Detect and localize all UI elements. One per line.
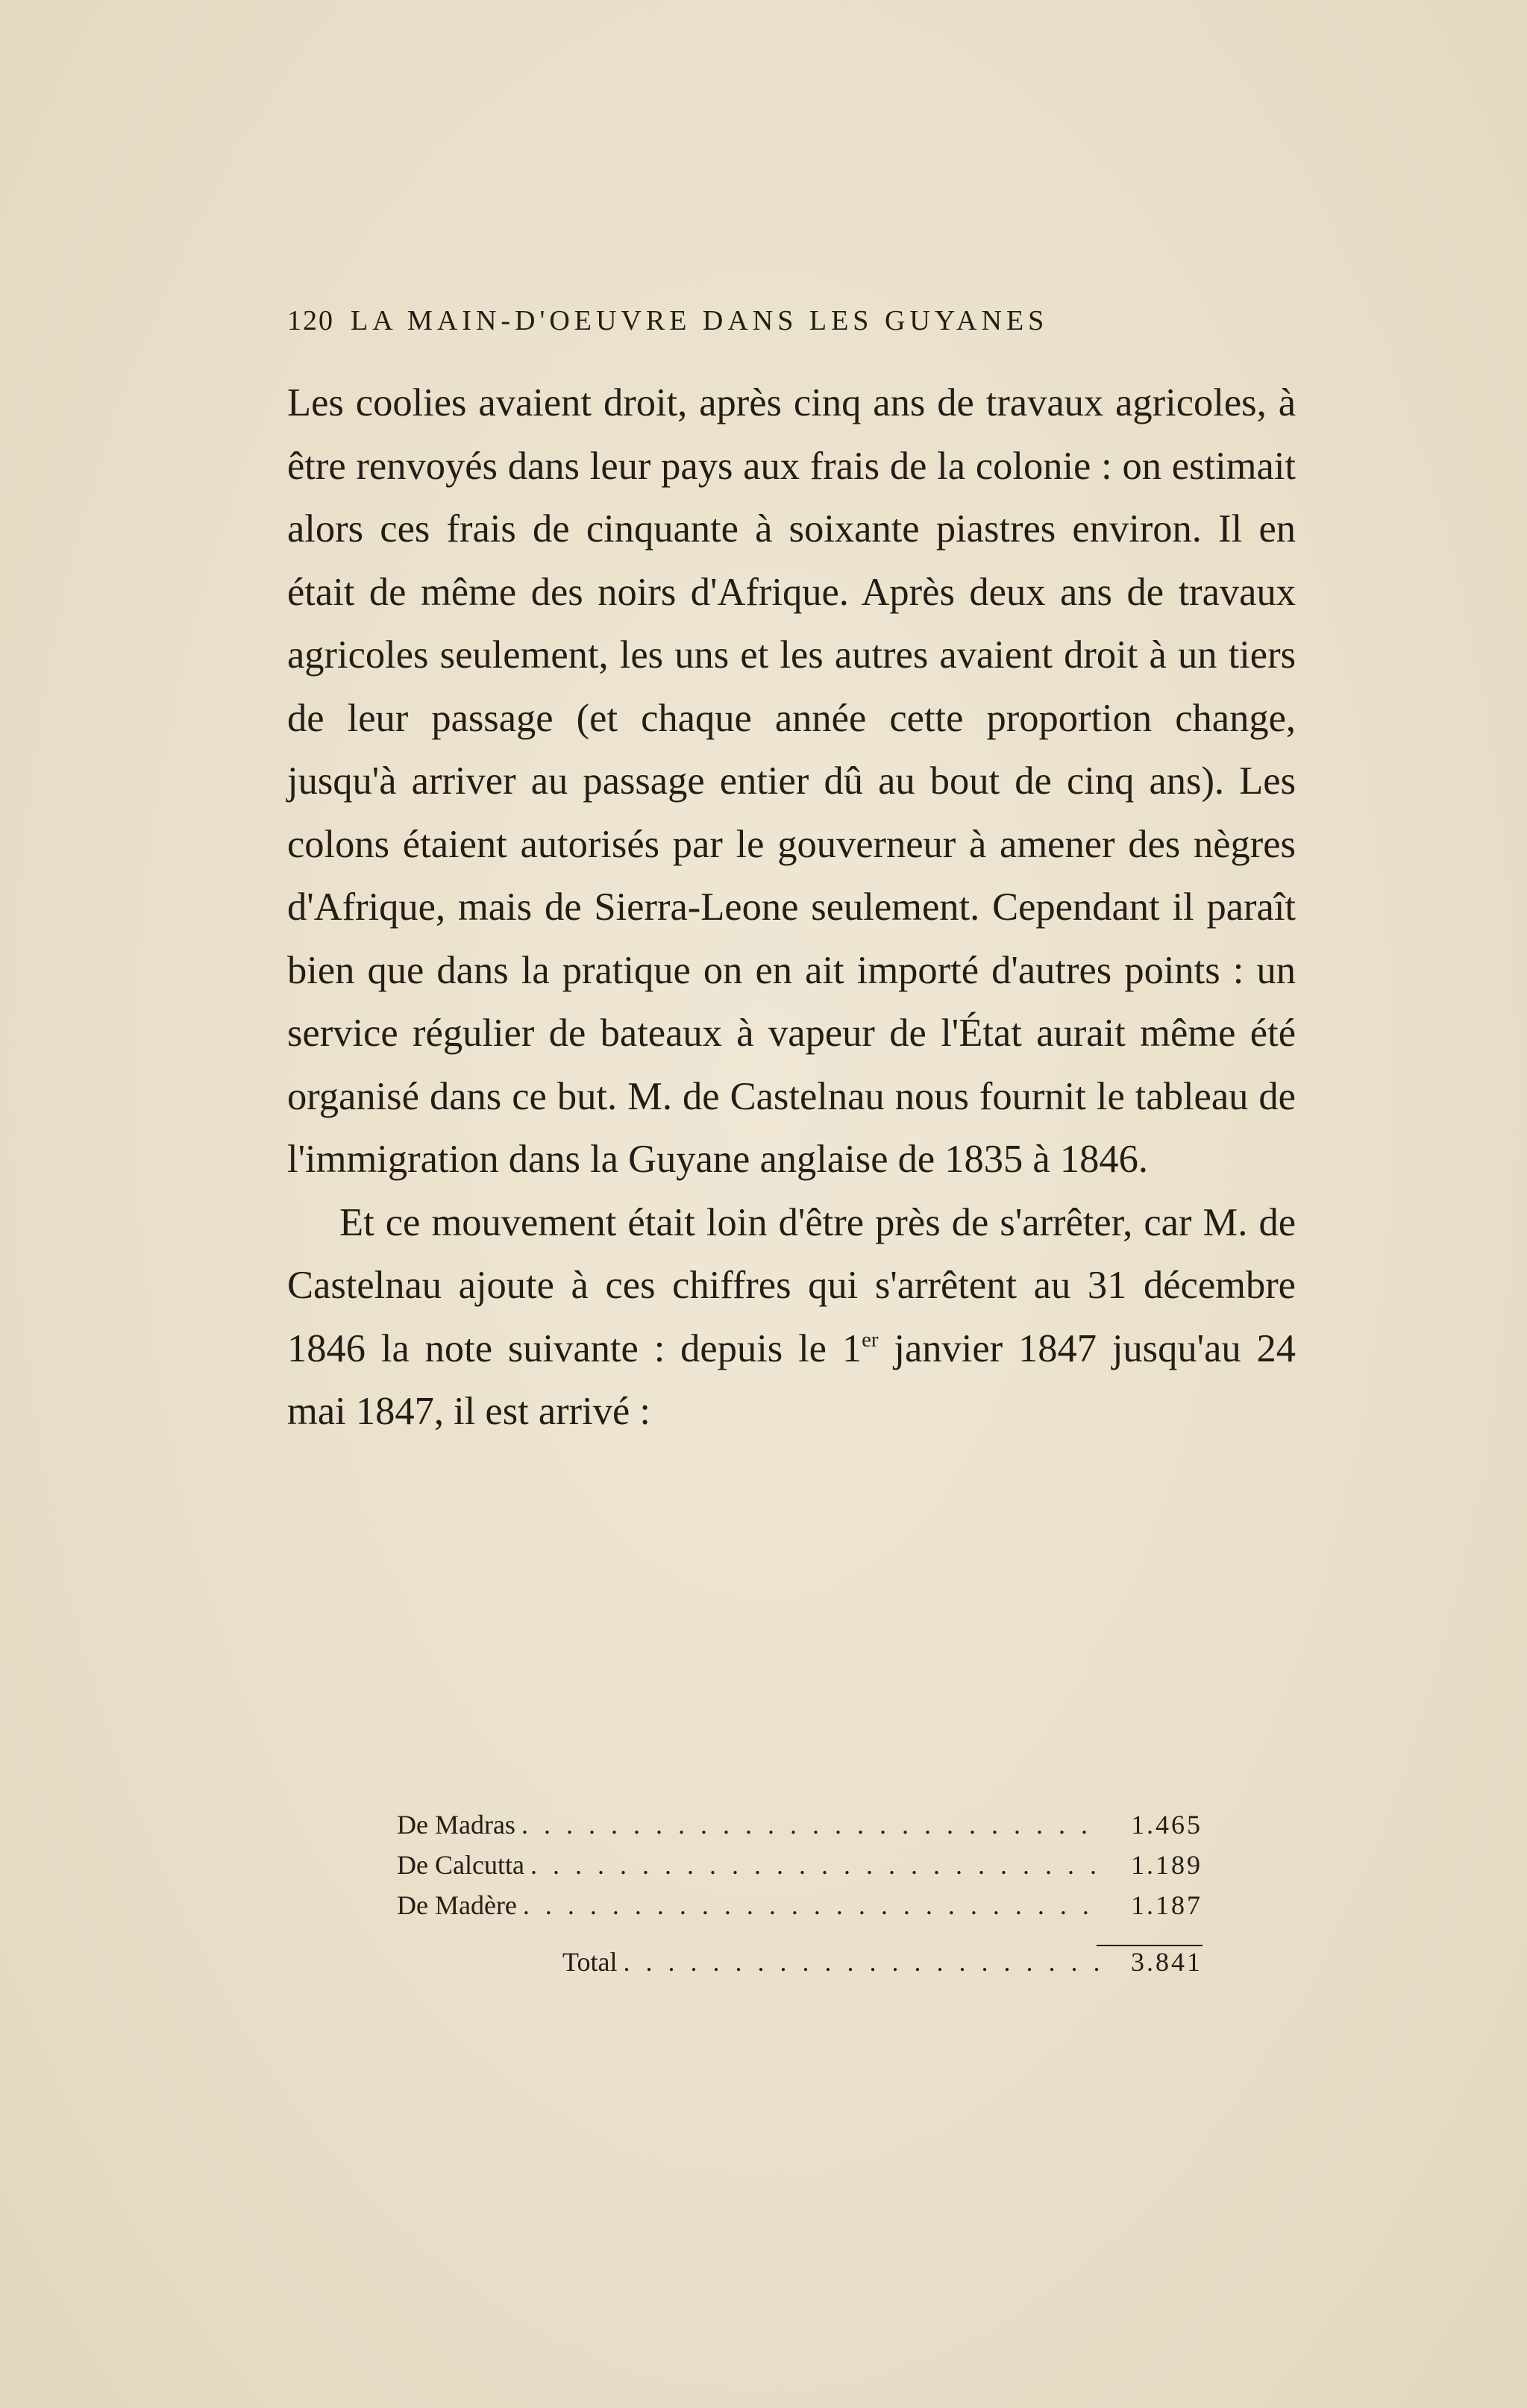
body-text [287,371,1296,1443]
paragraph-2-start: Et ce mouvement était loin d'être près de s'arrêter, car M. de Castelnau ajoute à ces chiffres qui s'arrêtent au 31 décembre 1846 la note suivante : depuis le 1 [287,1200,1296,1370]
paragraph-1: Les coolies avaient droit, après cinq ans de travaux agricoles, à être renvoyés dans leur pays aux frais de la colonie : on estimait alors ces frais de cinquante à soixante piastres environ. Il en était de même des noirs d'Afrique. Après deux ans de travaux agricoles seulement, les uns et les autres avaient droit à un tiers de leur passage (et chaque année cette proportion change, jusqu'à arriver au passage entier dû au bout de cinq ans). Les colons étaient autorisés par le gouverneur à amener des nègres d'Afrique, mais de Sierra-Leone seulement. Cependant il paraît bien que dans la pratique on en ait importé d'autres points : un service régulier de bateaux à vapeur de l'État aurait même été organisé dans ce but. M. de Castelnau nous fournit le tableau de l'immigration dans la Guyane anglaise de 1835 à 1846. [287,381,1296,1181]
table-row [397,1890,1203,1930]
paragraph-2-end: janvier 1847 jusqu'au 24 mai 1847, il est arrivé : [287,1326,1296,1433]
page-number: 120 [287,305,334,336]
arrivals-table [397,1809,1203,1987]
row-label: De Madras [397,1810,515,1840]
dot-leader [523,1890,1100,1921]
total-value: 3.841 [1131,1947,1203,1977]
total-label: Total [562,1947,618,1977]
dot-leader [623,1946,1100,1978]
dot-leader [530,1849,1100,1881]
dot-leader [521,1809,1100,1840]
running-header [287,304,1212,337]
row-value: 1.465 [1131,1810,1203,1840]
running-title: LA MAIN-D'OEUVRE DANS LES GUYANES [351,305,1049,336]
row-label: De Calcutta [397,1850,524,1880]
row-value: 1.189 [1131,1850,1203,1880]
table-row [397,1809,1203,1849]
row-value: 1.187 [1131,1890,1203,1920]
paragraph-2 [287,1191,1296,1443]
row-label: De Madère [397,1890,517,1920]
ordinal-superscript: er [862,1327,879,1352]
sum-rule [1097,1945,1203,1946]
table-row [397,1849,1203,1890]
total-row [562,1946,1203,1987]
